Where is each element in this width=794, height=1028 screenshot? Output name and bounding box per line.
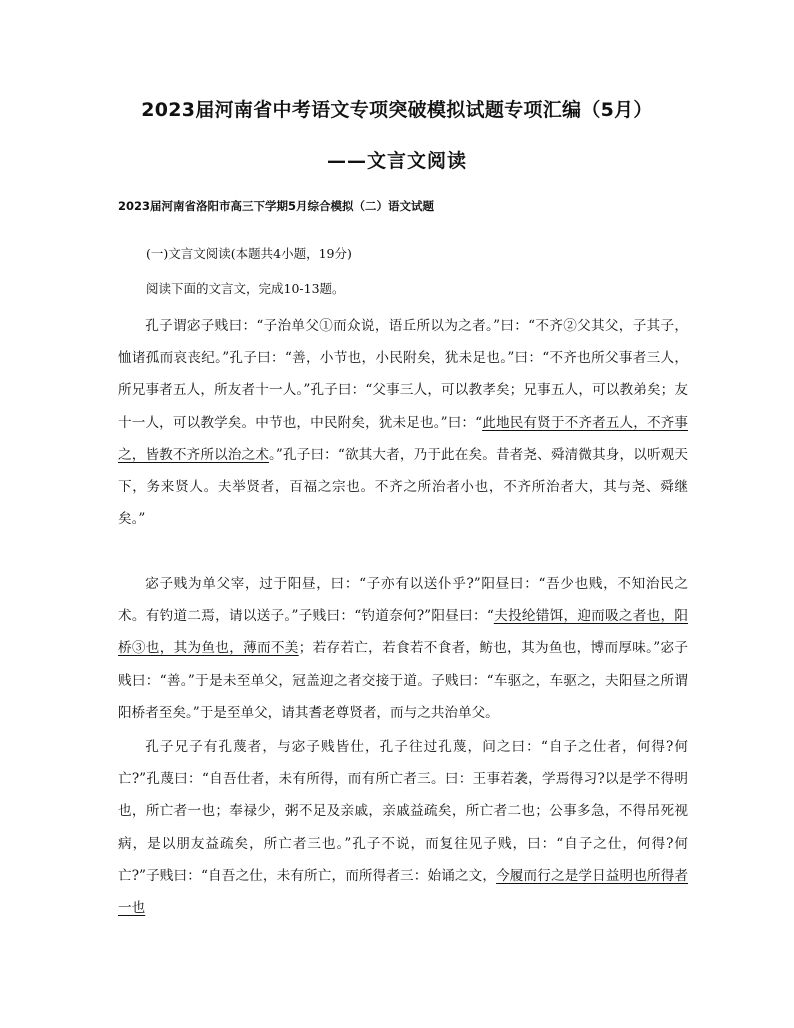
document-title-line2: ——文言文阅读 [326,150,467,172]
passage-paragraph-2 [118,568,688,729]
paragraph-text: 孔子谓宓子贱曰：“子治单父①而众说，语丘所以为之者。”曰：“不齐②父其父，子其子，恤诸孤而哀丧纪。”孔子曰：“善，小节也，小民附矣，犹未足也。”曰：“不齐也所父事者三人，所兄事者五人，所友者十一人。”孔子曰：“父事三人，可以教孝矣；兄事五人，可以教弟矣；友十一人，可以教学矣。中节也，中民附矣，犹未足也。”曰：“ [118,318,688,431]
section-heading: (一)文言文阅读(本题共4小题，19分) [146,246,352,261]
instruction-text: 阅读下面的文言文，完成10-13题。 [146,281,345,296]
underlined-sentence: 夫投纶错饵，迎而吸之者也，阳桥③也，其为鱼也，薄而不美 [118,608,688,657]
paragraph-text: 孔子兄子有孔蔑者，与宓子贱皆仕，孔子往过孔蔑，问之曰：“自子之仕者，何得?何亡?”孔蔑曰：“自吾仕者，未有所得，而有所亡者三。曰：王事若袭，学焉得习?以是学不得明也，所亡者一也；奉禄少，粥不足及亲戚，亲戚益疏矣，所亡者二也；公事多急，不得吊死视病，是以朋友益疏矣，所亡者三也。”孔子不说，而复往见子贱，曰：“自子之仕，何得?何亡?”子贱曰：“自吾之仕，未有所亡，而所得者三：始诵之文， [118,739,688,884]
exam-subtitle: 2023届河南省洛阳市高三下学期5月综合模拟（二）语文试题 [118,199,435,213]
passage-paragraph-3 [118,731,688,924]
document-title: 2023届河南省中考语文专项突破模拟试题专项汇编（5月） [141,99,653,121]
paragraph-text: 宓子贱为单父宰，过于阳昼，曰：“子亦有以送仆乎?”阳昼曰：“吾少也贱，不知治民之术。有钓道二焉，请以送子。”子贱曰：“钓道奈何?”阳昼曰：“ [118,576,688,625]
underlined-sentence: 今履而行之是学日益明也所得者一也 [118,867,689,917]
paragraph-text: 。”孔子曰：“欲其大者，乃于此在矣。昔者尧、舜清微其身，以听观天下，务来贤人。夫举贤者，百福之宗也。不齐之所治者小也，不齐所治者大，其与尧、舜继矣。” [118,446,688,528]
underlined-sentence: 此地民有贤于不齐者五人，不齐事之，皆教不齐所以治之术 [118,414,688,463]
paragraph-text: ；若存若亡，若食若不食者，鲂也，其为鱼也，博而厚味。”宓子贱曰：“善。”于是未至单父，冠盖迎之者交接于道。子贱曰：“车驱之，车驱之，夫阳昼之所谓阳桥者至矣。”于是至单父，请其耆老尊贤者，而与之共治单父。 [118,640,688,721]
passage-paragraph-1 [118,310,688,535]
